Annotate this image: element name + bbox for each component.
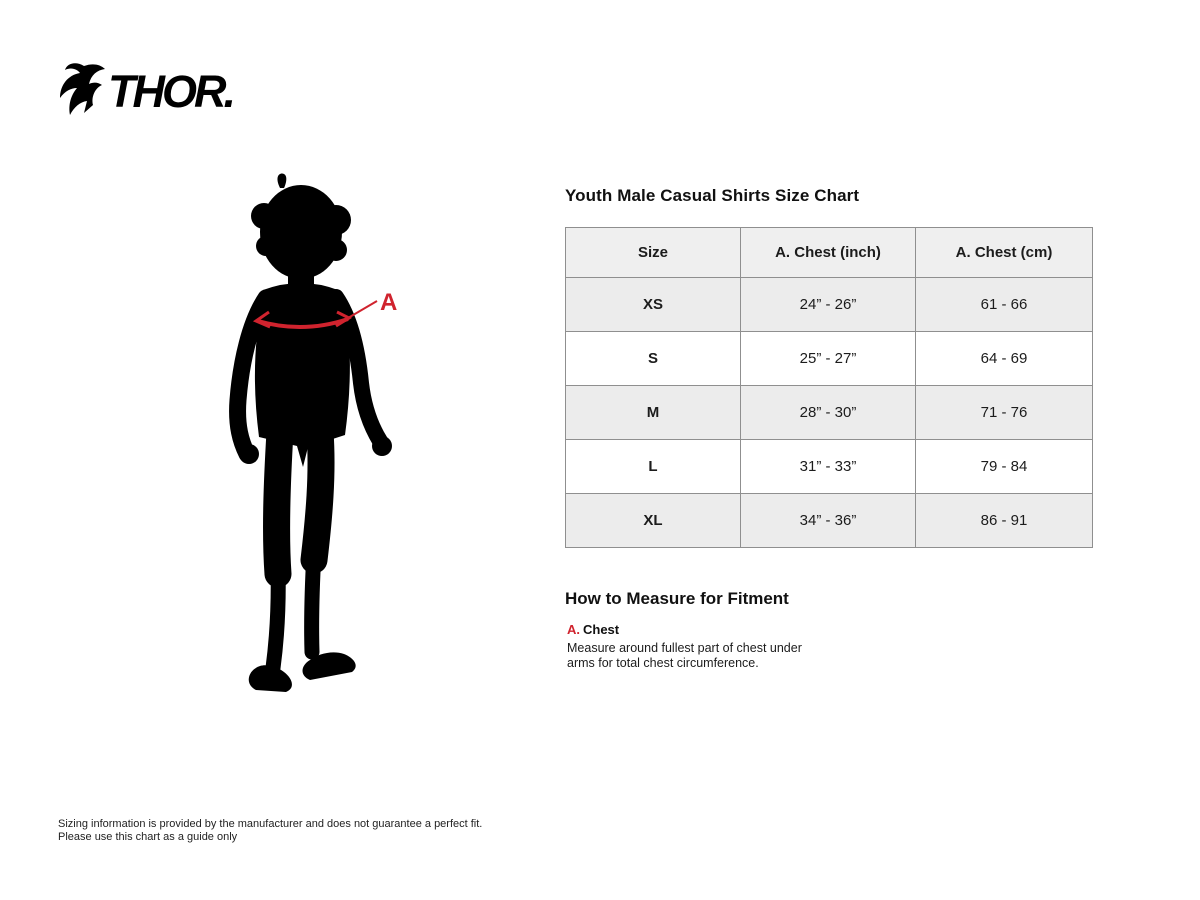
chest-inch-value: 28” - 30” bbox=[741, 386, 916, 440]
chest-inch-value: 31” - 33” bbox=[741, 440, 916, 494]
measure-description: Measure around fullest part of chest under arms for total chest circumference. bbox=[567, 641, 802, 670]
col-header-chest-cm: A. Chest (cm) bbox=[916, 228, 1093, 278]
size-value: L bbox=[566, 440, 741, 494]
child-silhouette bbox=[251, 174, 351, 467]
size-value: M bbox=[566, 386, 741, 440]
size-value: XL bbox=[566, 494, 741, 548]
col-header-chest-inch: A. Chest (inch) bbox=[741, 228, 916, 278]
size-value: S bbox=[566, 332, 741, 386]
chest-cm-value: 61 - 66 bbox=[916, 278, 1093, 332]
child-silhouette-figure bbox=[200, 170, 450, 720]
disclaimer-line-2: Please use this chart as a guide only bbox=[58, 830, 238, 843]
chest-cm-value: 64 - 69 bbox=[916, 332, 1093, 386]
table-row bbox=[566, 494, 1093, 548]
chest-inch-value: 34” - 36” bbox=[741, 494, 916, 548]
col-header-size: Size bbox=[566, 228, 741, 278]
chest-inch-value: 24” - 26” bbox=[741, 278, 916, 332]
measure-item-chest bbox=[567, 622, 619, 637]
chest-cm-value: 86 - 91 bbox=[916, 494, 1093, 548]
chest-cm-value: 71 - 76 bbox=[916, 386, 1093, 440]
measure-label: Chest bbox=[583, 622, 620, 637]
measure-key: A. bbox=[567, 622, 580, 637]
measure-label-a: A bbox=[380, 289, 398, 316]
howto-title: How to Measure for Fitment bbox=[565, 589, 789, 608]
table-row bbox=[566, 278, 1093, 332]
thor-helmet-icon bbox=[60, 63, 105, 115]
chest-inch-value: 25” - 27” bbox=[741, 332, 916, 386]
size-chart-table bbox=[565, 227, 1093, 548]
table-row bbox=[566, 386, 1093, 440]
table-row bbox=[566, 332, 1093, 386]
table-header-row bbox=[566, 228, 1093, 278]
thor-logo bbox=[56, 58, 256, 120]
chest-cm-value: 79 - 84 bbox=[916, 440, 1093, 494]
disclaimer-line-1: Sizing information is provided by the manufacturer and does not guarantee a perfect fit. bbox=[58, 818, 483, 830]
disclaimer bbox=[58, 818, 482, 843]
size-value: XS bbox=[566, 278, 741, 332]
thor-wordmark: THOR. bbox=[108, 66, 233, 117]
table-row bbox=[566, 440, 1093, 494]
page-title: Youth Male Casual Shirts Size Chart bbox=[565, 186, 860, 205]
